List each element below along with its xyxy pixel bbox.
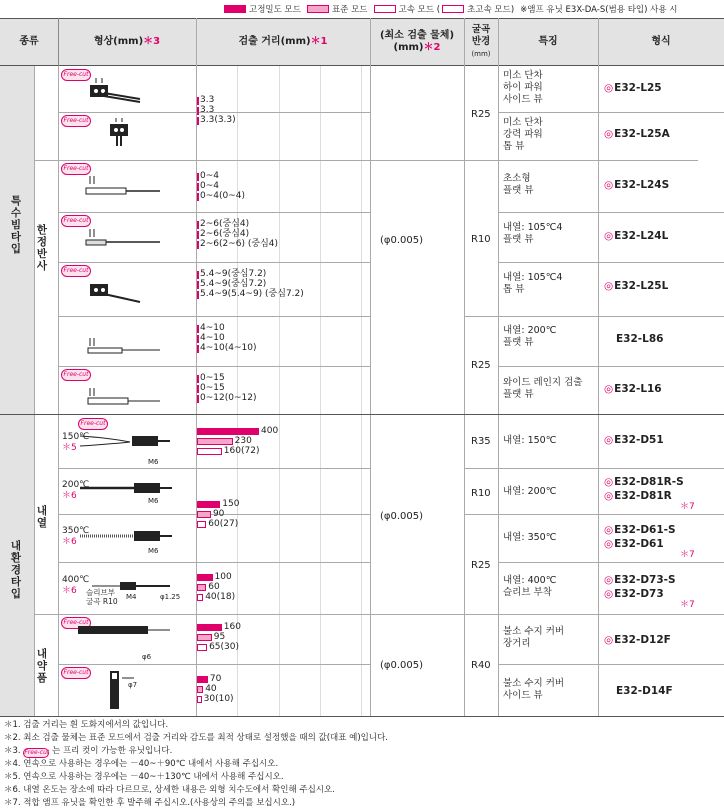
- range-marker: [197, 173, 199, 181]
- header-kind: 종류: [19, 36, 39, 47]
- feature-text: 내열: 400℃ 슬리브 부착: [503, 575, 557, 598]
- distance-label: 5.4~9(중심7.2): [200, 269, 267, 279]
- distance-label: 230: [234, 436, 252, 446]
- distance-label: 400: [261, 426, 279, 436]
- distance-label: 70: [209, 674, 222, 684]
- model-name: ◎E32-L25: [604, 82, 662, 94]
- model-name: ◎E32-D12F: [604, 634, 671, 646]
- range-marker: [197, 183, 199, 191]
- distance-bar: [197, 448, 222, 455]
- range-marker: [197, 193, 199, 201]
- legend: [224, 2, 678, 16]
- group-label-special: 특수 빔 타입: [10, 195, 22, 255]
- distance-bar: [197, 584, 206, 591]
- range-marker: [197, 221, 199, 229]
- feature-text: 내열: 150℃: [503, 435, 557, 446]
- range-marker: [197, 97, 199, 105]
- feature-text: 미소 단차 강력 파워 톱 뷰: [503, 117, 543, 152]
- range-marker: [197, 335, 199, 343]
- distance-label: 3.3: [200, 95, 215, 105]
- distance-label: 2~6(중심4): [200, 229, 250, 239]
- distance-bar: [197, 686, 203, 693]
- range-marker: [197, 325, 199, 333]
- feature-text: 초소형 플랫 뷰: [503, 173, 534, 196]
- model-name: ◎E32-L16: [604, 383, 662, 395]
- dim-label: M6: [148, 497, 159, 505]
- dim-label: φ1.25: [160, 593, 181, 601]
- header-shape: 형상(mm) ＊3: [93, 36, 161, 47]
- subgroup-label-heat: 내열: [36, 505, 48, 529]
- range-marker: [197, 271, 199, 279]
- model-name: ◎E32-L25L: [604, 280, 669, 292]
- legend-label: 고정밀도 모드: [249, 5, 301, 15]
- model-star: ＊7: [680, 600, 695, 610]
- distance-bar: [197, 634, 212, 641]
- distance-bar: [197, 594, 203, 601]
- model-name: ◎E32-D81R-S: [604, 476, 684, 488]
- free-cut-badge: Free-cut: [61, 115, 91, 127]
- bend-value: R25: [471, 109, 491, 120]
- distance-label: 90: [212, 509, 225, 519]
- distance-label: 5.4~9(중심7.2): [200, 279, 267, 289]
- model-star: ＊7: [680, 502, 695, 512]
- free-cut-badge: Free-cut: [61, 369, 91, 381]
- temp-label: 400℃ ＊6: [62, 575, 90, 596]
- temp-label: 350℃ ＊6: [62, 526, 90, 547]
- subgroup-label-limited: 한정 반사: [36, 224, 48, 272]
- footnote: ＊5. 연속으로 사용하는 경우에는 －40~＋130℃ 내에서 사용해 주십시오.: [4, 772, 284, 782]
- sleeve-label: 슬리브부 굴곡 R10: [86, 588, 118, 606]
- distance-bar: [197, 438, 233, 445]
- free-cut-badge: Free-cut: [61, 265, 91, 277]
- feature-text: 미소 단차 하이 파워 사이드 뷰: [503, 70, 543, 105]
- temp-label: 150℃ ＊5: [62, 432, 90, 453]
- distance-bar: [197, 511, 211, 518]
- range-marker: [197, 281, 199, 289]
- header-feature: 특징: [538, 36, 558, 47]
- dim-label: M6: [148, 458, 159, 466]
- distance-label: 0~15: [200, 383, 225, 393]
- distance-label: 5.4~9(5.4~9) (중심7.2): [200, 289, 304, 299]
- legend-label: 고속 모드 (: [398, 5, 441, 15]
- distance-label: 150: [222, 499, 240, 509]
- distance-label: 65(30): [209, 642, 239, 652]
- header-min-object: (최소 검출 물체) (mm)＊2: [379, 30, 455, 53]
- model-name: ◎E32-L25A: [604, 128, 670, 140]
- distance-label: 2~6(중심4): [200, 219, 250, 229]
- header-model: 형식: [651, 36, 671, 47]
- distance-label: 0~4: [200, 181, 219, 191]
- min-object-value: (φ0.005): [380, 511, 424, 522]
- distance-label: 95: [213, 632, 226, 642]
- feature-text: 불소 수지 커버 사이드 뷰: [503, 678, 565, 701]
- distance-label: 0~12(0~12): [200, 393, 257, 403]
- model-star: ＊7: [680, 550, 695, 560]
- free-cut-badge: Free-cut: [78, 418, 108, 430]
- distance-label: 60: [208, 582, 220, 592]
- free-cut-badge: Free-cut: [61, 667, 91, 679]
- range-marker: [197, 231, 199, 239]
- distance-bar: [197, 521, 206, 528]
- model-name: ◎E32-D61: [604, 538, 664, 550]
- subgroup-label-chem: 내약품: [36, 648, 48, 684]
- model-name: ◎E32-D73-S: [604, 574, 676, 586]
- footnote: ＊1. 검출 거리는 흰 도화지에서의 값입니다.: [4, 720, 169, 730]
- header-bend: 굴곡 반경 (mm): [471, 24, 491, 58]
- model-name: E32-D14F: [616, 685, 673, 697]
- range-marker: [197, 241, 199, 249]
- model-name: ◎E32-L24L: [604, 230, 669, 242]
- distance-label: 40: [205, 684, 217, 694]
- model-name: E32-L86: [616, 333, 664, 345]
- range-marker: [197, 291, 199, 299]
- distance-label: 0~15: [200, 373, 225, 383]
- feature-text: 내열: 350℃: [503, 532, 557, 543]
- distance-bar: [197, 676, 208, 683]
- distance-label: 60(27): [208, 519, 239, 529]
- legend-label: 초고속 모드): [467, 5, 515, 15]
- footnote: ＊7. 적합 앰프 유닛을 확인한 후 발주해 주십시오.(사용상의 주의를 보십시오.): [4, 798, 296, 808]
- model-name: ◎E32-D61-S: [604, 524, 676, 536]
- range-marker: [197, 375, 199, 383]
- distance-bar: [197, 644, 207, 651]
- footnote: ＊2. 최소 검출 물체는 표준 모드에서 검출 거리와 감도를 최적 상태로 설정했을 때의 값(대표 예)입니다.: [4, 733, 389, 743]
- min-object-value: (φ0.005): [380, 660, 424, 671]
- model-name: ◎E32-D73: [604, 588, 664, 600]
- bend-value: R10: [471, 488, 491, 499]
- legend-swatch-outline2: [442, 5, 464, 13]
- distance-label: 0~4: [200, 171, 219, 181]
- legend-swatch-solid: [224, 5, 246, 13]
- sensor-drawings: [60, 66, 196, 716]
- range-marker: [197, 107, 199, 115]
- distance-bar: [197, 624, 222, 631]
- distance-label: 4~10: [200, 323, 225, 333]
- free-cut-badge: Free-cut: [61, 69, 91, 81]
- min-object-value: (φ0.005): [380, 235, 424, 246]
- legend-swatch-outline: [374, 5, 396, 13]
- free-cut-badge: Free-cut: [61, 617, 91, 629]
- distance-label: 3.3: [200, 105, 215, 115]
- dim-label: φ7: [128, 681, 138, 689]
- range-marker: [197, 345, 199, 353]
- distance-label: 100: [214, 572, 232, 582]
- model-name: ◎E32-L24S: [604, 179, 670, 191]
- model-name: ◎E32-D81R: [604, 490, 672, 502]
- bend-value: R35: [471, 436, 491, 447]
- feature-text: 불소 수지 커버 장거리: [503, 626, 565, 649]
- range-marker: [197, 117, 199, 125]
- distance-label: 3.3(3.3): [200, 115, 236, 125]
- distance-label: 40(18): [205, 592, 236, 602]
- feature-text: 내열: 200℃ 플랫 뷰: [503, 325, 557, 348]
- distance-bar: [197, 501, 220, 508]
- bend-value: R25: [471, 360, 491, 371]
- distance-label: 0~4(0~4): [200, 191, 246, 201]
- temp-label: 200℃ ＊6: [62, 480, 90, 501]
- footnote: ＊4. 연속으로 사용하는 경우에는 －40~＋90℃ 내에서 사용해 주십시오.: [4, 759, 279, 769]
- dim-label: M6: [148, 547, 159, 555]
- footnote: ＊6. 내열 온도는 장소에 따라 다르므로, 상세한 내용은 외형 치수도에서 확인해 주십시오.: [4, 785, 335, 795]
- header-distance: 검출 거리(mm) ＊1: [238, 36, 328, 47]
- legend-label: 표준 모드: [331, 5, 368, 15]
- distance-bar: [197, 696, 202, 703]
- model-name: ◎E32-D51: [604, 434, 664, 446]
- distance-label: 4~10(4~10): [200, 343, 257, 353]
- distance-bar: [197, 428, 259, 435]
- legend-note: ※앰프 유닛 E3X-DA-S(범용 타입) 사용 시: [520, 5, 678, 15]
- feature-text: 내열: 105℃4 플랫 뷰: [503, 222, 563, 245]
- legend-swatch-light: [307, 5, 329, 13]
- distance-label: 160: [223, 622, 241, 632]
- distance-label: 30(10): [203, 694, 234, 704]
- free-cut-badge: Free-cut: [61, 215, 91, 227]
- feature-text: 내열: 200℃: [503, 486, 557, 497]
- bend-value: R40: [471, 660, 491, 671]
- distance-label: 4~10: [200, 333, 225, 343]
- free-cut-badge: Free-cut: [61, 163, 91, 175]
- distance-label: 2~6(2~6) (중심4): [200, 239, 279, 249]
- range-marker: [197, 385, 199, 393]
- bend-value: R10: [471, 234, 491, 245]
- distance-bar: [197, 574, 213, 581]
- bend-value: R25: [471, 560, 491, 571]
- dim-label: φ6: [142, 653, 152, 661]
- footnote: ＊3. Free-cut 는 프리 컷이 가능한 유닛입니다.: [4, 746, 173, 756]
- range-marker: [197, 395, 199, 403]
- feature-text: 와이드 레인지 검출 플랫 뷰: [503, 377, 583, 400]
- dim-label: M4: [126, 593, 137, 601]
- distance-label: 160(72): [223, 446, 260, 456]
- group-label-env: 내환경 타입: [10, 540, 22, 600]
- feature-text: 내열: 105℃4 톱 뷰: [503, 272, 563, 295]
